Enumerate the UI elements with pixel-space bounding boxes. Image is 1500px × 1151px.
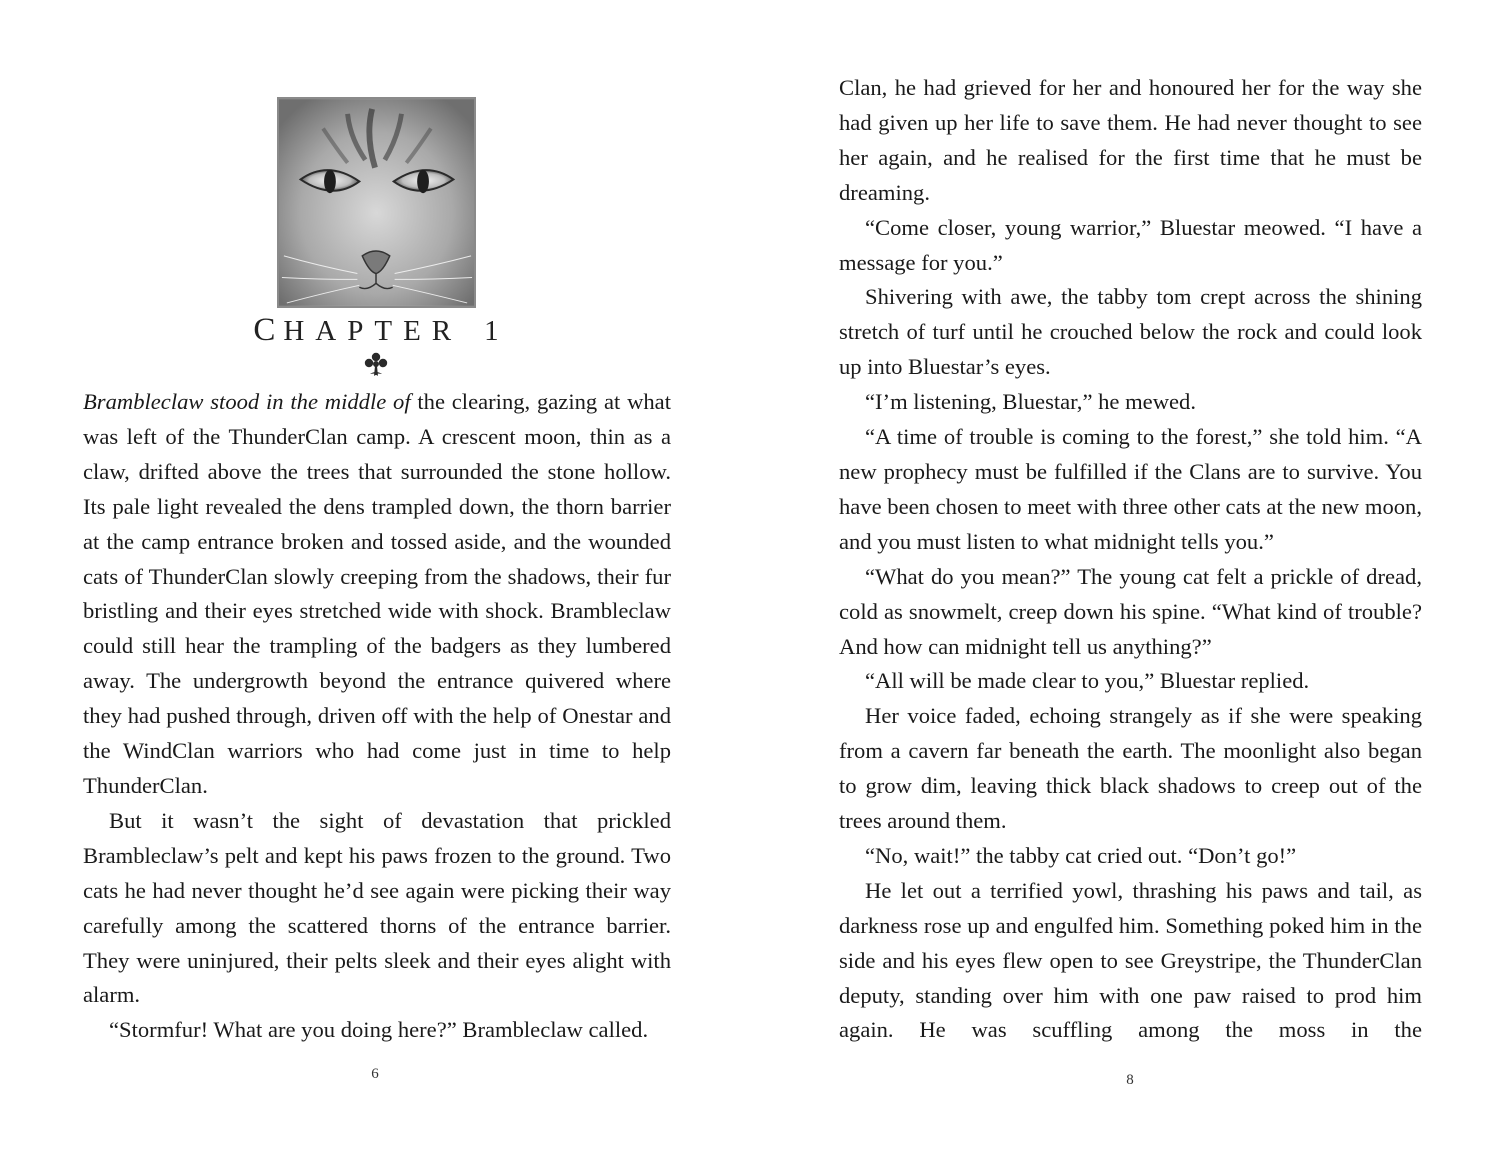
opening-paragraph <box>83 385 671 804</box>
paragraph: But it wasn’t the sight of devastation that prickled Brambleclaw’s pelt and kept his paws frozen to the ground. Two cats he had never thought he’d see again were picking their way carefully among the scattered thorns of the entrance barrier. They were uninjured, their pelts sleek and their eyes alight with alarm. <box>83 807 671 1008</box>
chapter-number: 1 <box>484 315 499 347</box>
paragraph: “Stormfur! What are you doing here?” Brambleclaw called. <box>109 1017 649 1043</box>
paragraph: “A time of trouble is coming to the forest,” she told him. “A new prophecy must be fulfilled if the Clans are to survive. You have been chosen to meet with three other cats at the new moon, and you must listen to what midnight tells you.” <box>839 424 1422 554</box>
continued-paragraph: Clan, he had grieved for her and honoured her for the way she had given up her life to save them. He had never thought to see her again, and he realised for the first time that he must be dreaming. <box>839 75 1422 205</box>
opening-lead-in: Brambleclaw stood in the middle of <box>83 389 411 414</box>
paragraph: “All will be made clear to you,” Bluestar replied. <box>865 668 1310 694</box>
page-number: 8 <box>1126 1072 1134 1088</box>
right-page <box>750 0 1500 1151</box>
paragraph: “I’m listening, Bluestar,” he mewed. <box>865 389 1196 415</box>
paragraph: “Come closer, young warrior,” Bluestar meowed. “I have a message for you.” <box>839 214 1422 275</box>
paragraph: “No, wait!” the tabby cat cried out. “Don’t go!” <box>865 842 1297 868</box>
paragraph: He let out a terrified yowl, thrashing his paws and tail, as darkness rose up and engulfed him. Something poked him in the side and his eyes flew open to see Greystripe, the ThunderClan deputy, standing over him with one paw raised to prod him again. He was scuffling among the moss in the <box>839 877 1422 1043</box>
paragraph: Her voice faded, echoing strangely as if she were speaking from a cavern far beneath the earth. The moonlight also began to grow dim, leaving thick black shadows to creep out of the trees around them. <box>839 703 1422 834</box>
page-number: 6 <box>371 1066 379 1082</box>
paragraph: Shivering with awe, the tabby tom crept across the shining stretch of turf until he crouched below the rock and could look up into Bluestar’s eyes. <box>839 284 1422 380</box>
right-page-body <box>839 71 1422 1048</box>
fleuron-ornament-icon <box>362 350 390 380</box>
left-page-body <box>83 385 671 1048</box>
cat-face-illustration <box>277 97 476 308</box>
opening-text: the clearing, gazing at what was left of the ThunderClan camp. A crescent moon, thin as a claw, drifted above the trees that surrounded the stone hollow. Its pale light revealed the dens trampled down, the thorn barrier at the camp entrance broken and tossed aside, and the wounded cats of ThunderClan slowly creeping from the shadows, their fur bristling and their eyes stretched wide with shock. Brambleclaw could still hear the trampling of the badgers as they lumbered away. The undergrowth beyond the entrance quivered where they had pushed through, driven off with the help of Onestar and the WindClan warriors who had come just in time to help ThunderClan. <box>83 389 671 798</box>
chapter-heading-initial: C <box>253 312 284 348</box>
chapter-heading-word: HAPTER <box>283 315 463 347</box>
chapter-heading <box>200 312 552 349</box>
paragraph: “What do you mean?” The young cat felt a prickle of dread, cold as snowmelt, creep down his spine. “What kind of trouble? And how can midnight tell us anything?” <box>839 563 1422 659</box>
